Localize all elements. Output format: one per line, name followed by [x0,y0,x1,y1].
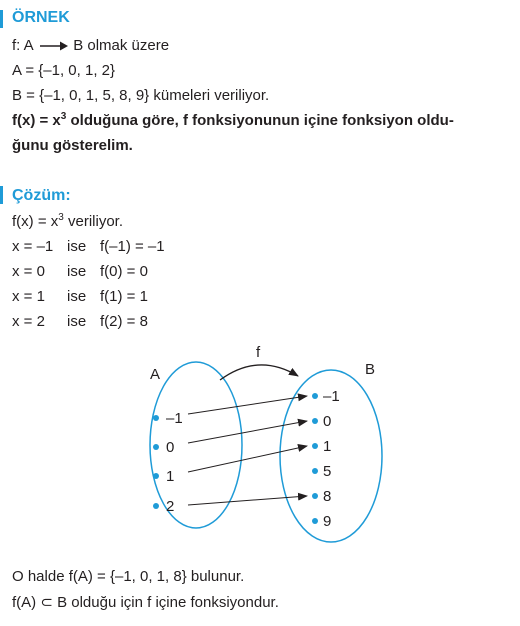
function-label: f [256,344,261,361]
conclusion-line2: f(A) ⊂ B olduğu için f içine fonksiyondur. [12,594,279,611]
function-definition-prefix: f: A [12,37,33,54]
set-b-dot [312,493,318,499]
row-f-value: f(1) = 1 [100,288,148,305]
problem-statement-line2: ğunu gösterelim. [12,137,133,154]
set-b-elements [312,388,340,530]
set-a-element: –1 [166,410,183,427]
set-b-element: 0 [323,413,332,430]
set-a-label: A [150,366,161,383]
set-b-dot [312,518,318,524]
set-b-dot [312,418,318,424]
set-b-element: 8 [323,488,332,505]
conclusion-line1: O halde f(A) = {–1, 0, 1, 8} bulunur. [12,568,245,585]
row-x-value: x = –1 [12,238,54,255]
given-formula-exponent: 3 [58,212,64,223]
row-x-value: x = 2 [12,313,45,330]
set-a-dot [153,473,159,479]
set-b-element: 1 [323,438,332,455]
set-a-dot [153,415,159,421]
set-a-element: 2 [166,498,175,515]
row-ise: ise [67,238,87,255]
row-f-value: f(0) = 0 [100,263,148,280]
given-formula: f(x) = x [12,213,59,230]
row-f-value: f(–1) = –1 [100,238,165,255]
problem-formula-exponent: 3 [60,111,67,122]
function-definition-suffix: B olmak üzere [73,37,170,54]
set-a-dot [153,503,159,509]
problem-formula: f(x) = x [12,112,61,129]
set-a-dot [153,444,159,450]
row-ise: ise [67,288,87,305]
row-x-value: x = 1 [12,288,45,305]
row-ise: ise [67,263,87,280]
set-a-definition: A = {–1, 0, 1, 2} [12,62,116,79]
set-a-ellipse [150,362,242,528]
set-b-label: B [365,361,376,378]
mapping-arrows [188,396,307,505]
mapping-arrow [188,446,307,472]
set-a-element: 1 [166,468,175,485]
set-b-element: –1 [323,388,340,405]
mapping-arrow [188,421,307,443]
set-b-element: 9 [323,513,332,530]
row-f-value: f(2) = 8 [100,313,148,330]
set-b-definition: B = {–1, 0, 1, 5, 8, 9} kümeleri veriliyor. [12,87,270,104]
row-x-value: x = 0 [12,263,45,280]
problem-statement-text: olduğuna göre, f fonksiyonunun içine fonksiyon oldu- [66,112,454,129]
set-a-element: 0 [166,439,175,456]
function-arrow [220,365,298,380]
set-b-dot [312,393,318,399]
set-b-dot [312,443,318,449]
set-a-elements [153,410,183,515]
given-suffix: veriliyor. [63,213,124,230]
set-b-element: 5 [323,463,332,480]
solution-heading: Çözüm: [12,187,71,204]
set-b-dot [312,468,318,474]
row-ise: ise [67,313,87,330]
example-heading: ÖRNEK [12,9,70,26]
